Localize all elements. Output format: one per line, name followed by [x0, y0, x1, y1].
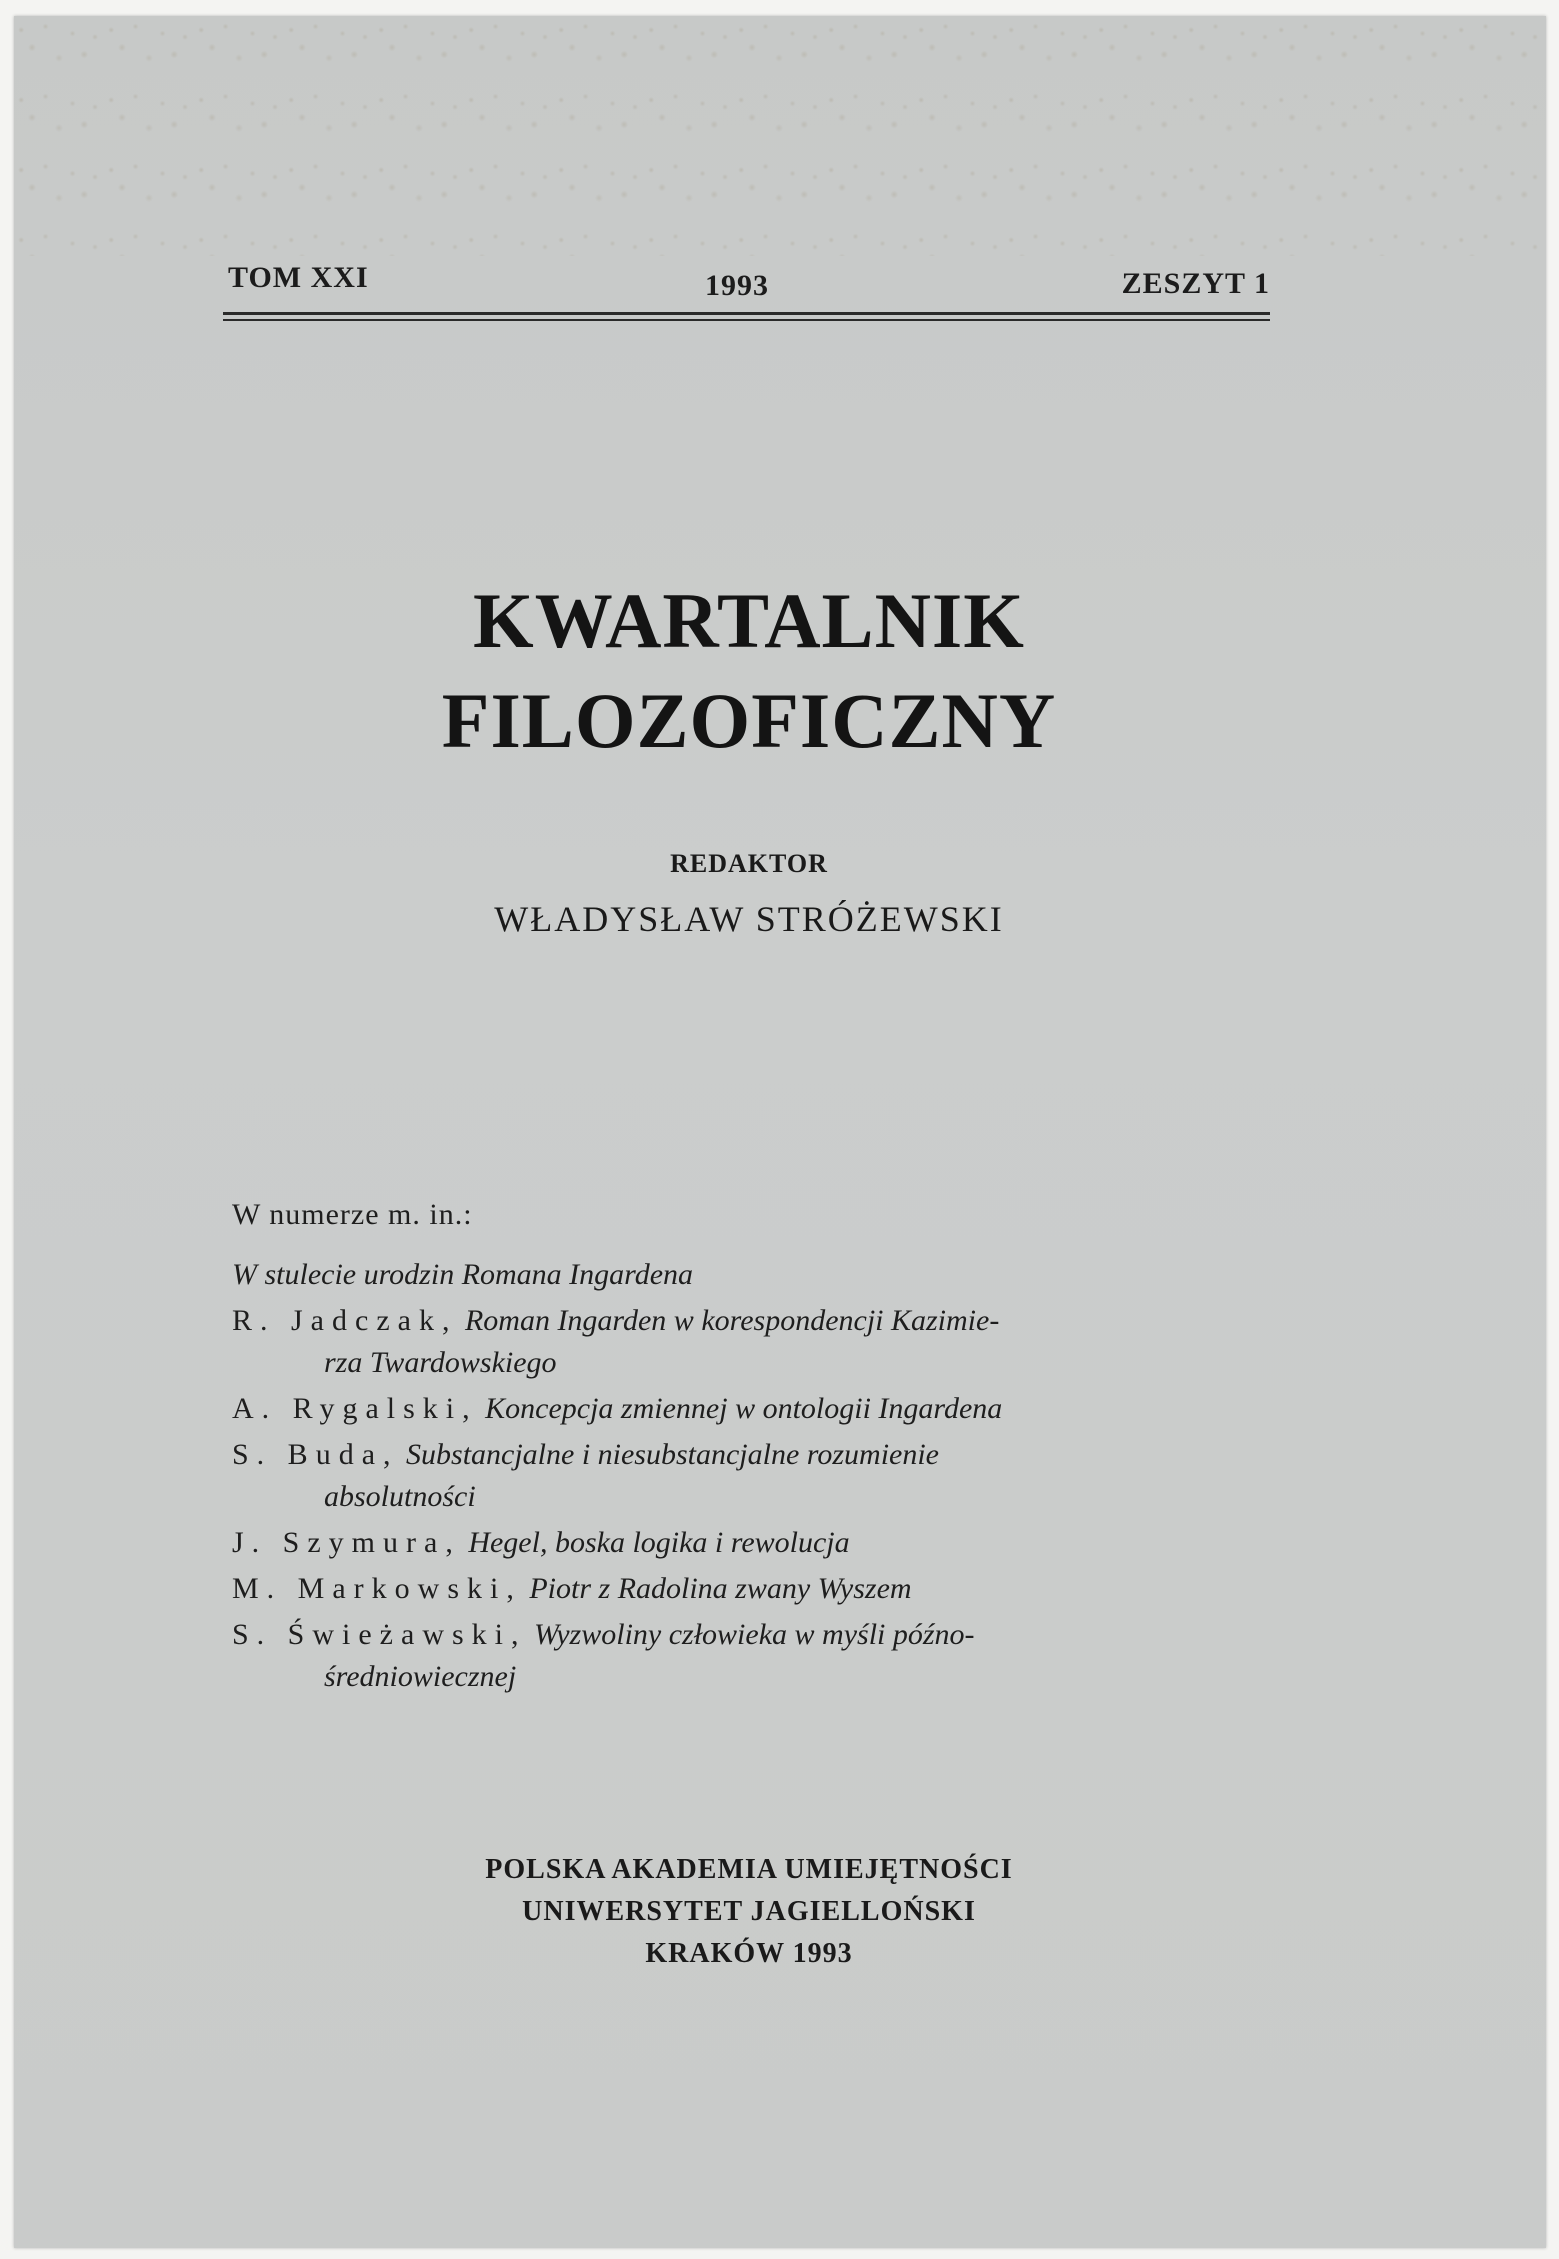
entry-work: Koncepcja zmiennej w ontologii Ingardena	[485, 1392, 1003, 1425]
entry-author: R. Jadczak,	[232, 1304, 458, 1337]
entry-work-continued: absolutności	[324, 1480, 476, 1513]
editor-label: REDAKTOR	[670, 849, 828, 878]
entry-work: Substancjalne i niesubstancjalne rozumienie	[406, 1438, 939, 1471]
entry-work: Roman Ingarden w korespondencji Kazimie-	[464, 1304, 1000, 1337]
entry-work: Wyzwoliny człowieka w myśli późno-	[534, 1618, 975, 1651]
header-rule-top	[223, 312, 1270, 315]
entry-author: J. Szymura,	[232, 1526, 461, 1559]
entry-work-continued: rza Twardowskiego	[324, 1346, 557, 1379]
contents-entry	[232, 1254, 1272, 1296]
contents-entry	[232, 1300, 1272, 1384]
journal-title-line1: KWARTALNIK	[473, 577, 1025, 664]
issue-number: ZESZYT 1	[1121, 267, 1270, 300]
entry-work-continued: średniowiecznej	[324, 1660, 517, 1693]
table-of-contents	[232, 1194, 1272, 1702]
entry-work: Piotr z Radolina zwany Wyszem	[529, 1572, 912, 1605]
contents-entry	[232, 1614, 1272, 1698]
contents-entry	[232, 1522, 1272, 1564]
paper-texture	[14, 16, 1546, 256]
publisher-line3: KRAKÓW 1993	[645, 1938, 853, 1969]
volume-number: TOM XXI	[228, 261, 369, 294]
contents-entry	[232, 1568, 1272, 1610]
entry-work: Hegel, boska logika i rewolucja	[468, 1526, 850, 1559]
publisher-line2: UNIWERSYTET JAGIELLOŃSKI	[522, 1896, 976, 1927]
contents-intro: W numerze m. in.:	[232, 1198, 473, 1231]
entry-author: A. Rygalski,	[232, 1392, 478, 1425]
entry-work: W stulecie urodzin Romana Ingardena	[232, 1258, 694, 1291]
header-rule-bottom	[223, 319, 1270, 321]
publisher-line1: POLSKA AKADEMIA UMIEJĘTNOŚCI	[485, 1854, 1013, 1885]
contents-entry	[232, 1434, 1272, 1518]
journal-title-line2: FILOZOFICZNY	[441, 677, 1057, 764]
contents-entry	[232, 1388, 1272, 1430]
journal-cover	[14, 16, 1546, 2248]
entry-author: M. Markowski,	[232, 1572, 522, 1605]
header-year: 1993	[705, 269, 769, 302]
editor-name: WŁADYSŁAW STRÓŻEWSKI	[494, 899, 1004, 939]
entry-author: S. Buda,	[232, 1438, 399, 1471]
entry-author: S. Świeżawski,	[232, 1618, 527, 1651]
